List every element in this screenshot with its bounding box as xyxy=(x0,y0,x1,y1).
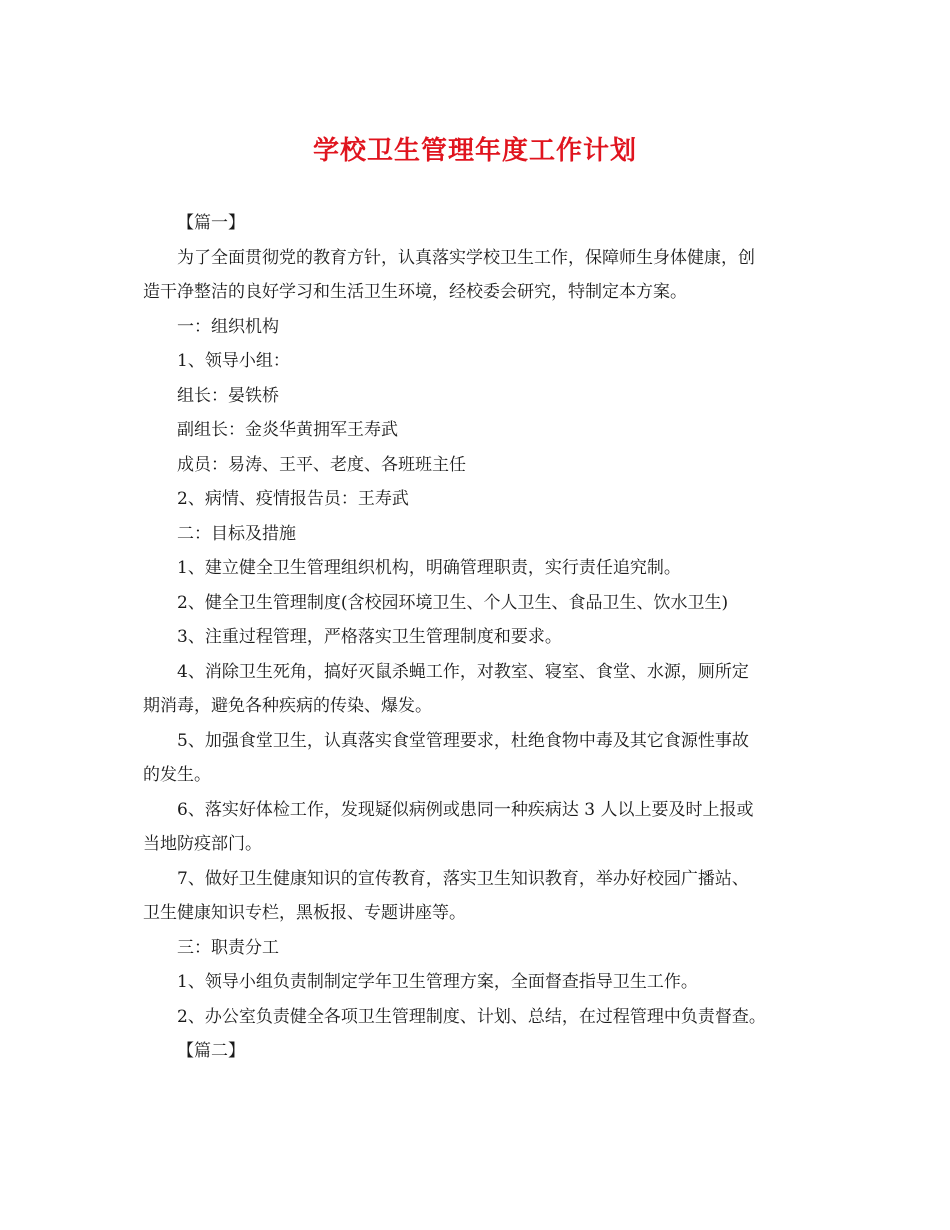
list-item-continuation: 的发生。 xyxy=(143,765,211,785)
list-item: 1、建立健全卫生管理组织机构，明确管理职责，实行责任追究制。 xyxy=(177,558,681,578)
list-item: 4、消除卫生死角，搞好灭鼠杀蝇工作，对教室、寝室、食堂、水源，厕所定 xyxy=(177,661,749,682)
document-title: 学校卫生管理年度工作计划 xyxy=(312,136,637,166)
paragraph-line: 造干净整洁的良好学习和生活卫生环境，经校委会研究，特制定本方案。 xyxy=(143,282,687,302)
list-item-continuation: 期消毒，避免各种疾病的传染、爆发。 xyxy=(143,696,432,716)
heading-goals: 二：目标及措施 xyxy=(177,523,296,544)
list-item: 成员：易涛、王平、老度、各班班主任 xyxy=(177,454,466,475)
section-heading-part-1: 【篇一】 xyxy=(177,213,245,233)
list-item-continuation: 当地防疫部门。 xyxy=(143,834,262,854)
heading-duties: 三：职责分工 xyxy=(177,937,279,958)
list-item: 1、领导小组： xyxy=(177,351,290,371)
list-item: 副组长：金炎华黄拥军王寿武 xyxy=(177,420,398,440)
list-item: 2、健全卫生管理制度(含校园环境卫生、个人卫生、食品卫生、饮水卫生) xyxy=(177,592,729,613)
paragraph-line: 为了全面贯彻党的教育方针，认真落实学校卫生工作，保障师生身体健康，创 xyxy=(177,247,755,268)
list-item: 2、办公室负责健全各项卫生管理制度、计划、总结，在过程管理中负责督查。 xyxy=(177,1006,766,1027)
list-item: 3、注重过程管理，严格落实卫生管理制度和要求。 xyxy=(177,627,562,647)
section-heading-part-2: 【篇二】 xyxy=(177,1041,245,1061)
list-item: 2、病情、疫情报告员：王寿武 xyxy=(177,489,409,509)
list-item: 1、领导小组负责制制定学年卫生管理方案，全面督查指导卫生工作。 xyxy=(177,972,698,992)
list-item: 5、加强食堂卫生，认真落实食堂管理要求，杜绝食物中毒及其它食源性事故 xyxy=(177,730,749,751)
list-item: 组长：晏铁桥 xyxy=(177,385,279,406)
heading-organization: 一：组织机构 xyxy=(177,316,279,337)
list-item: 6、落实好体检工作，发现疑似病例或患同一种疾病达 3 人以上要及时上报或 xyxy=(177,799,754,820)
list-item: 7、做好卫生健康知识的宣传教育，落实卫生知识教育，举办好校园广播站、 xyxy=(177,868,749,889)
list-item-continuation: 卫生健康知识专栏，黑板报、专题讲座等。 xyxy=(143,903,466,923)
document-body xyxy=(143,206,823,1069)
